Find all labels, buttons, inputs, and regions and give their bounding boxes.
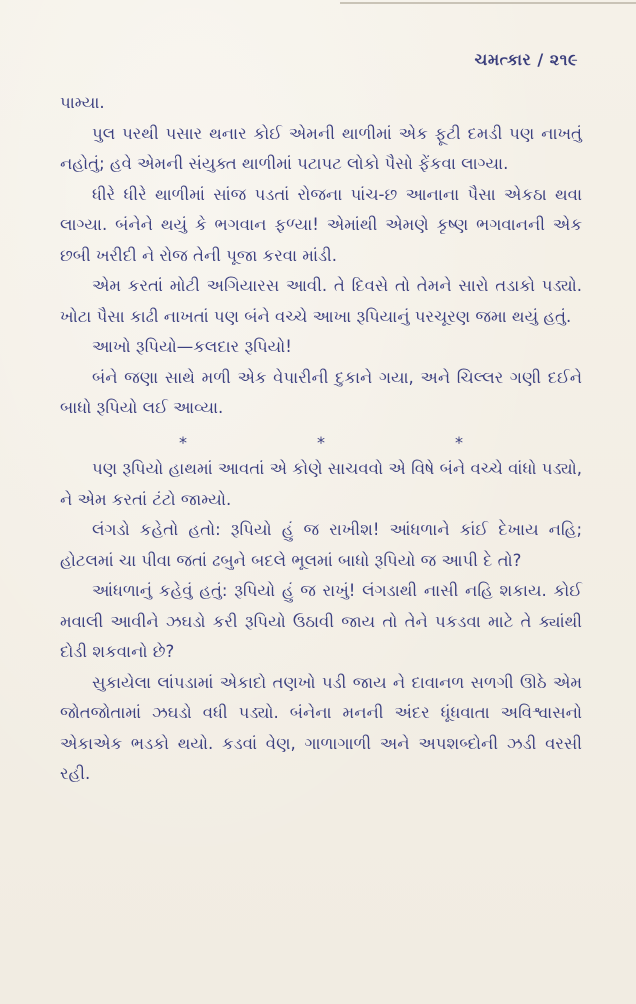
- paragraph: લંગડો કહેતો હતો: રૂપિયો હું જ રાખીશ! આંધળાને કાંઈ દેખાય નહિ; હોટલમાં ચા પીવા જતાં ઢબુને બદલે ભૂલમાં બાધો રૂપિયો જ આપી દે તો?: [60, 520, 582, 570]
- section-break-star: *: [455, 432, 463, 452]
- running-head: ચમત્કાર / ૨૧૯: [474, 50, 578, 69]
- paragraph: સુકાયેલા લાંપડામાં એકાદો તણખો પડી જાય ને દાવાનળ સળગી ઊઠે એમ જોતજોતામાં ઝઘડો વધી પડ્યો. બંનેના મનની અંદર ધૂંધવાતા અવિશ્વાસનો એકાએક ભડકો થયો. કડવાં વેણ, ગાળાગાળી અને અપશબ્દોની ઝડી વરસી રહી.: [60, 672, 582, 783]
- section-break-star: *: [317, 432, 325, 452]
- paragraph: આખો રૂપિયો—કલદાર રૂપિયો!: [92, 337, 292, 356]
- paragraph: બંને જણા સાથે મળી એક વેપારીની દુકાને ગયા, અને ચિલ્લર ગણી દઈને બાધો રૂપિયો લઈ આવ્યા.: [60, 367, 582, 417]
- paragraph: પુલ પરથી પસાર થનાર કોઈ એમની થાળીમાં એક ફૂટી દમડી પણ નાખતું નહોતું; હવે એમની સંયુક્ત થાળીમાં પટાપટ લોકો પૈસો ફેંકવા લાગ્યા.: [60, 123, 582, 173]
- paragraph: એમ કરતાં મોટી અગિયારસ આવી. તે દિવસે તો તેમને સારો તડાકો પડ્યો. ખોટા પૈસા કાઢી નાખતાં પણ બંને વચ્ચે આખા રૂપિયાનું પરચૂરણ જમા થયું હતું.: [60, 276, 582, 326]
- paragraph-continuation: પામ્યા.: [60, 93, 105, 112]
- paragraph: ધીરે ધીરે થાળીમાં સાંજ પડતાં રોજના પાંચ-છ આનાના પૈસા એકઠા થવા લાગ્યા. બંનેને થયું કે ભગવાન ફળ્યા! એમાંથી એમણે કૃષ્ણ ભગવાનની એક છબી ખરીદી ને રોજ તેની પૂજા કરવા માંડી.: [60, 184, 582, 265]
- body-text: [60, 88, 582, 790]
- section-break: [60, 424, 582, 455]
- section-break-star: *: [179, 432, 187, 452]
- top-edge-rule: [340, 2, 636, 4]
- paragraph: આંધળાનું કહેવું હતું: રૂપિયો હું જ રાખું! લંગડાથી નાસી નહિ શકાય. કોઈ મવાલી આવીને ઝઘડો કરી રૂપિયો ઉઠાવી જાય તો તેને પકડવા માટે તે ક્યાંથી દોડી શકવાનો છે?: [60, 581, 582, 661]
- paragraph: પણ રૂપિયો હાથમાં આવતાં એ કોણે સાચવવો એ વિષે બંને વચ્ચે વાંધો પડ્યો, ને એમ કરતાં ટંટો જામ્યો.: [60, 459, 582, 509]
